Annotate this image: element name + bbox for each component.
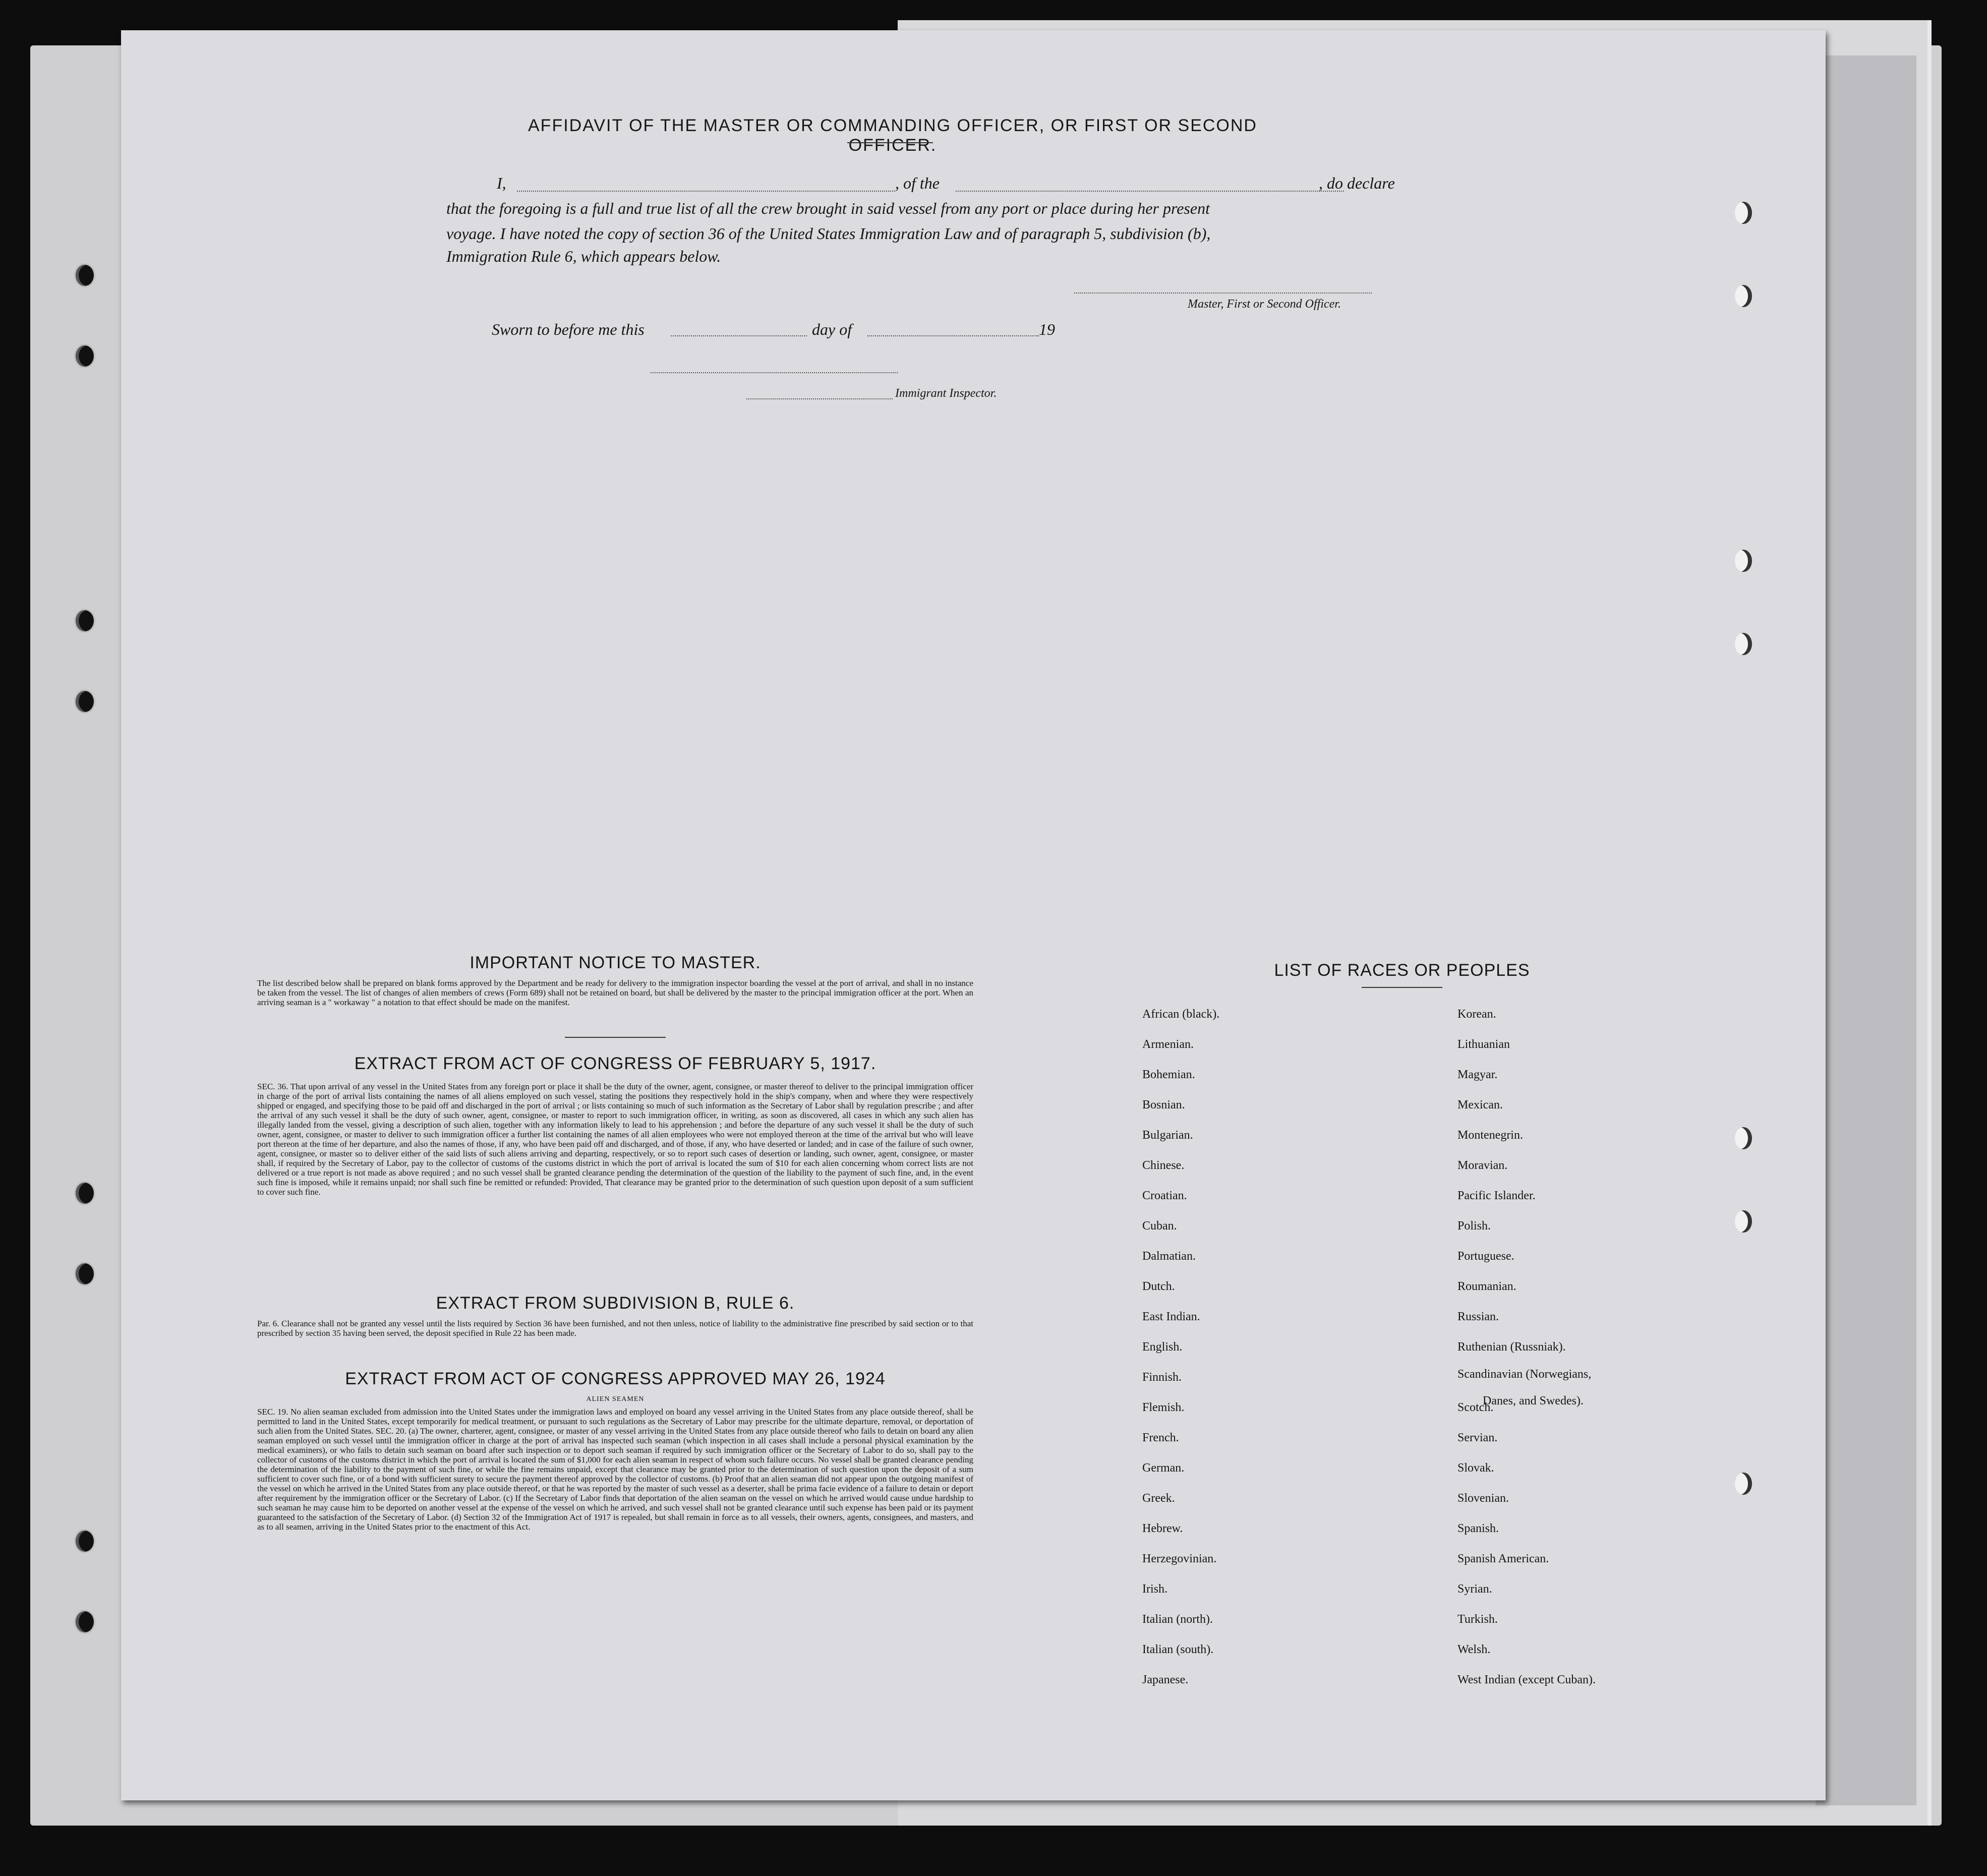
inspector-signature-line[interactable] (746, 398, 893, 399)
affidavit-title: AFFIDAVIT OF THE MASTER OR COMMANDING OFFICER, OR FIRST OR SECOND OFFICER. (528, 116, 1257, 155)
vessel-blank[interactable] (956, 191, 1344, 192)
declaration-line-4: Immigration Rule 6, which appears below. (446, 247, 721, 265)
race-item: East Indian. (1142, 1310, 1200, 1323)
punch-hole (1735, 633, 1752, 655)
binder-hole (76, 1611, 94, 1632)
binder-hole (76, 1183, 94, 1204)
race-item: Moravian. (1457, 1159, 1508, 1172)
race-item: Herzegovinian. (1142, 1552, 1217, 1565)
race-item: Dutch. (1142, 1280, 1175, 1293)
race-item: Cuban. (1142, 1219, 1177, 1233)
punch-hole (1735, 1473, 1752, 1495)
race-item: Slovenian. (1457, 1492, 1509, 1505)
race-item: Ruthenian (Russniak). (1457, 1340, 1566, 1354)
binder-hole (76, 610, 94, 631)
notice-text: The list described below shall be prepared on blank forms approved by the Department and be ready for delivery to the immigration inspector boarding the vessel at the port of arrival, and shall in no instance be taken from the vessel. The list of changes of alien members of crews (Form 689) shall not be retained on board, but shall be delivered by the master to the principal immigration officer at the port. When an arriving seaman is a " workaway " a notation to that effect should be made on the manifest. (257, 978, 973, 1007)
race-item: Flemish. (1142, 1401, 1185, 1414)
race-item: Scotch. (1457, 1401, 1494, 1414)
extract-rule6-text: Par. 6. Clearance shall not be granted any vessel until the lists required by Section 36 have been furnished, and not then unless, notice of liability to the administrative fine prescribed by said section or to that prescribed by section 35 having been served, the deposit specified in Rule 22 has been made. (257, 1319, 973, 1338)
race-item: Portuguese. (1457, 1250, 1514, 1263)
races-title-rule (1362, 987, 1442, 988)
race-item: French. (1142, 1431, 1179, 1444)
extract-1924-subtitle: ALIEN SEAMEN (586, 1395, 645, 1403)
races-title: LIST OF RACES OR PEOPLES (1274, 961, 1530, 980)
extract-1917-text: SEC. 36. That upon arrival of any vessel in the United States from any foreign port or place it shall be the duty of the owner, agent, consignee, or master thereof to deliver to the principal immigration officer in charge of the port of arrival lists containing the names of all aliens employed on such vessel, stating the positions they respectively hold in the ship's company, when and where they were respectively shipped or engaged, and specifying those to be paid off and discharged in the port of arrival ; or lists containing so much of such information as the Secretary of Labor shall by regulation prescribe ; and after the arrival of any such vessel it shall be the duty of such owner, agent, consignee, or master to report to such immigration officer, in writing, as soon as discovered, all cases in which any such alien has illegally landed from the vessel, giving a description of such alien, together with any information likely to lead to his apprehension ; and before the departure of any such vessel it shall be the duty of such owner, agent, consignee, or master to deliver to such immigration officer a further list containing the names of all alien employees who were not employed thereon at the time of the arrival but who will leave port thereon at the time of her departure, and also the names of those, if any, who have been paid off and discharged, and of those, if any, who have deserted or landed; and in case of the failure of such owner, agent, consignee, or master so to deliver either of the said lists of such aliens arriving and departing, respectively, or so to report such cases of desertion or landing, such owner, agent, consignee, or master shall, if required by the Secretary of Labor, pay to the collector of customs of the customs district in which the port of arrival is located the sum of $10 for each alien concerning whom correct lists are not delivered or a true report is not made as above required ; and no such vessel shall be granted clearance pending the determination of the question of the liability to the payment of such fine, and, in the event such fine is imposed, while it remains unpaid; nor shall such fine be remitted or refunded: Provided, That clearance may be granted prior to the determination of such question upon deposit of a sum sufficient to cover such fine. (257, 1082, 973, 1197)
binder-hole (76, 691, 94, 712)
binder-hole (76, 265, 94, 286)
master-signature-label: Master, First or Second Officer. (1188, 298, 1341, 311)
punch-hole (1735, 1210, 1752, 1233)
race-item: Polish. (1457, 1219, 1491, 1233)
punch-hole (1735, 285, 1752, 307)
declaration-of-the: , of the (895, 174, 940, 192)
name-blank[interactable] (517, 191, 895, 192)
title-underline (847, 142, 933, 143)
notice-title: IMPORTANT NOTICE TO MASTER. (470, 953, 761, 972)
binder-hole (76, 1531, 94, 1552)
sworn-day-blank[interactable] (671, 335, 807, 336)
day-of-text: day of (812, 320, 852, 338)
race-item: Bulgarian. (1142, 1129, 1193, 1142)
race-item-continuation: Danes, and Swedes). (1483, 1394, 1584, 1408)
punch-hole (1735, 1127, 1752, 1149)
notice-rule (565, 1037, 666, 1038)
race-item: Scandinavian (Norwegians, (1457, 1368, 1592, 1381)
binder-hole (76, 1263, 94, 1284)
race-item: Lithuanian (1457, 1038, 1510, 1051)
declaration-do-declare: , do declare (1319, 174, 1395, 192)
race-item: Pacific Islander. (1457, 1189, 1536, 1202)
race-item: African (black). (1142, 1008, 1220, 1021)
underlying-sheet-edge (1816, 55, 1916, 1805)
race-item: Magyar. (1457, 1068, 1498, 1081)
extract-1924-title: EXTRACT FROM ACT OF CONGRESS APPROVED MAY 26, 1924 (345, 1369, 886, 1388)
declaration-i: I, (497, 174, 506, 192)
race-item: Hebrew. (1142, 1522, 1183, 1535)
declaration-line-2: that the foregoing is a full and true list of all the crew brought in said vessel from any port or place during her present (446, 199, 1210, 217)
punch-hole (1735, 202, 1752, 224)
race-item: Slovak. (1457, 1461, 1494, 1475)
declaration-line-3: voyage. I have noted the copy of section 36 of the United States Immigration Law and of paragraph 5, subdivision (b), (446, 224, 1211, 243)
form-page (121, 30, 1826, 1800)
race-item: Montenegrin. (1457, 1129, 1523, 1142)
sworn-text: Sworn to before me this (492, 320, 645, 338)
witness-line (651, 372, 898, 373)
race-item: Italian (north). (1142, 1613, 1213, 1626)
punch-hole (1735, 550, 1752, 572)
race-item: Welsh. (1457, 1643, 1491, 1656)
race-item: Russian. (1457, 1310, 1499, 1323)
race-item: Finnish. (1142, 1371, 1182, 1384)
binder-hole (76, 345, 94, 367)
month-blank[interactable] (867, 335, 1039, 336)
race-item: Mexican. (1457, 1098, 1503, 1111)
extract-1917-title: EXTRACT FROM ACT OF CONGRESS OF FEBRUARY 5, 1917. (354, 1054, 876, 1073)
race-item: English. (1142, 1340, 1183, 1354)
race-item: Armenian. (1142, 1038, 1194, 1051)
extract-rule6-title: EXTRACT FROM SUBDIVISION B, RULE 6. (436, 1294, 795, 1313)
race-item: Croatian. (1142, 1189, 1187, 1202)
race-item: Dalmatian. (1142, 1250, 1196, 1263)
race-item: West Indian (except Cuban). (1457, 1673, 1596, 1686)
race-item: Turkish. (1457, 1613, 1498, 1626)
inspector-label: Immigrant Inspector. (895, 387, 997, 400)
race-item: Greek. (1142, 1492, 1175, 1505)
race-item: Bosnian. (1142, 1098, 1185, 1111)
race-item: Irish. (1142, 1582, 1167, 1596)
race-item: Spanish American. (1457, 1552, 1549, 1565)
race-item: Chinese. (1142, 1159, 1185, 1172)
race-item: Servian. (1457, 1431, 1498, 1444)
race-item: Spanish. (1457, 1522, 1499, 1535)
race-item: Japanese. (1142, 1673, 1189, 1686)
race-item: Syrian. (1457, 1582, 1492, 1596)
race-item: Bohemian. (1142, 1068, 1195, 1081)
race-item: Italian (south). (1142, 1643, 1214, 1656)
race-item: Roumanian. (1457, 1280, 1516, 1293)
master-signature-line[interactable] (1074, 292, 1372, 294)
extract-1924-text: SEC. 19. No alien seaman excluded from admission into the United States under the immigration laws and employed on board any vessel arriving in the United States from any place outside thereof, shall be permitted to land in the United States, except temporarily for medical treatment, or pursuant to such regulations as the Secretary of Labor may prescribe for the ultimate departure, removal, or deportation of such alien from the United States. SEC. 20. (a) The owner, charterer, agent, consignee, or master of any vessel arriving in the United States from any place outside thereof who fails to detain on board any alien seaman employed on such vessel until the immigration officer in charge at the port of arrival has inspected such seaman (which inspection in all cases shall include a personal physical examination by the medical examiners), or who fails to detain such seaman on board after such inspection or to deport such seaman if required by such immigration officer or the Secretary of Labor to do so, shall pay to the collector of customs of the customs district in which the port of arrival is located the sum of $1,000 for each alien seaman in respect of whom such failure occurs. No vessel shall be granted clearance pending the determination of the liability to the payment of such fine, or while the fine remains unpaid, except that clearance may be granted prior to the determination of such question upon the deposit of a sum sufficient to cover such fine, or of a bond with sufficient surety to secure the payment thereof approved by the collector of customs. (b) Proof that an alien seaman did not appear upon the outgoing manifest of the vessel on which he arrived in the United States from any place outside thereof, or that he was reported by the master of such vessel as a deserter, shall be prima facie evidence of a failure to detain or deport after requirement by the immigration officer or the Secretary of Labor. (c) If the Secretary of Labor finds that deportation of the alien seaman on the vessel on which he arrived would cause undue hardship to such seaman he may cause him to be deported on another vessel at the expense of the vessel on which he arrived, and such vessel shall not be granted clearance until such expense has been paid or its payment guaranteed to the satisfaction of the Secretary of Labor. (d) Section 32 of the Immigration Act of 1917 is repealed, but shall remain in force as to all vessels, their owners, agents, consignees, and masters, and as to all seamen, arriving in the United States prior to the enactment of this Act. (257, 1407, 973, 1532)
year-prefix: 19 (1039, 320, 1055, 338)
race-item: German. (1142, 1461, 1185, 1475)
race-item: Korean. (1457, 1008, 1496, 1021)
